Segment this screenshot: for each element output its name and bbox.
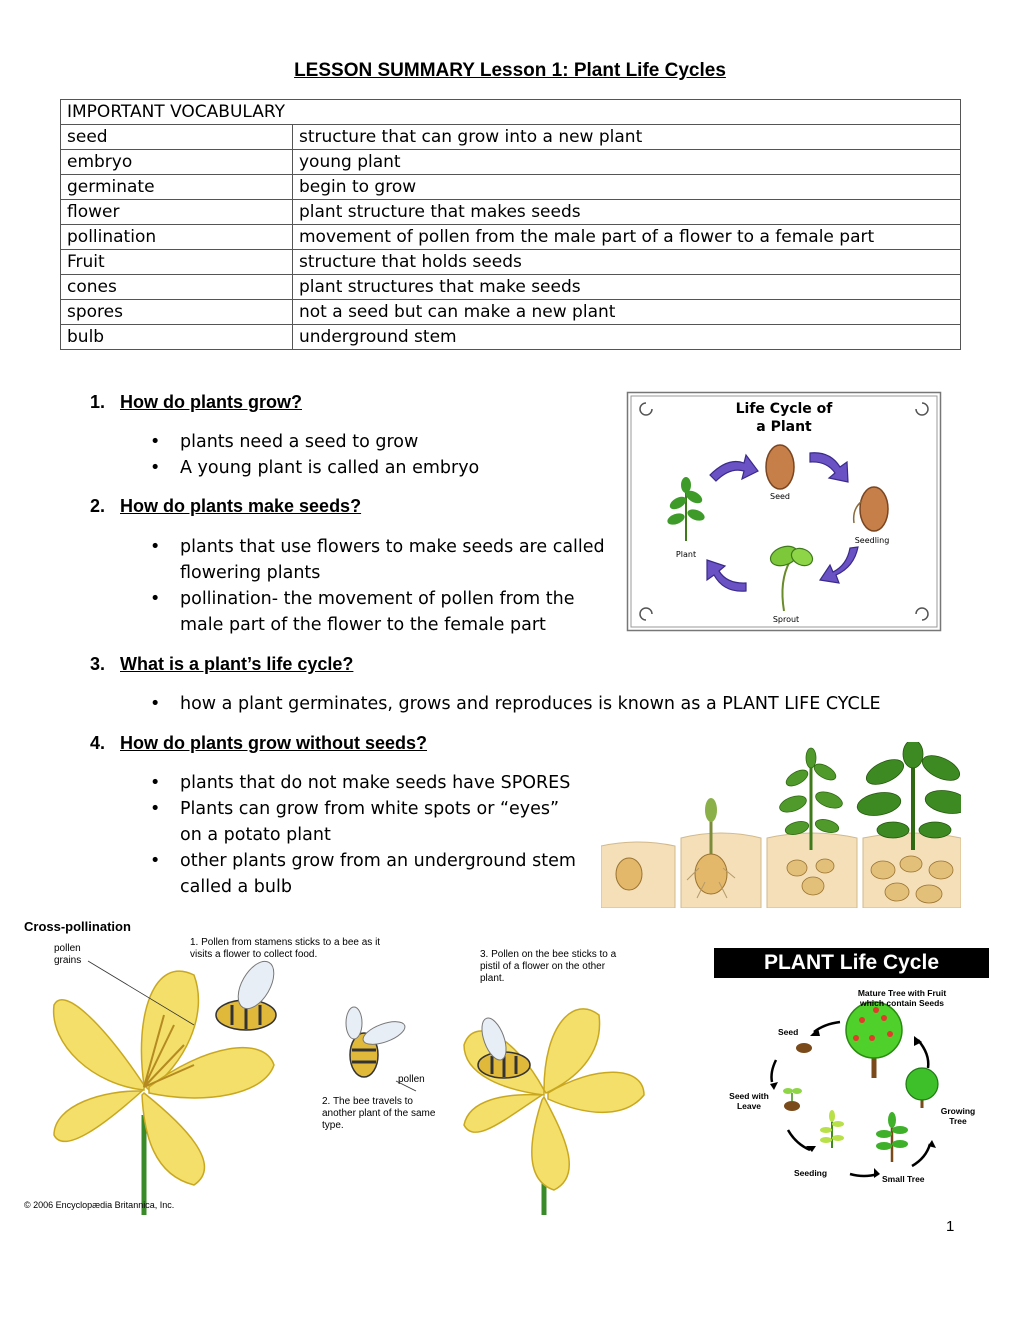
vocab-term: spores <box>61 300 293 325</box>
question-text: How do plants make seeds? <box>120 496 362 516</box>
question-heading <box>90 392 302 413</box>
question-number: 2. <box>90 496 106 516</box>
vocab-definition: structure that can grow into a new plant <box>293 125 961 150</box>
table-row <box>61 325 961 350</box>
life-cycle-figure <box>626 391 942 632</box>
vocab-term: pollination <box>61 225 293 250</box>
list-item <box>150 796 575 848</box>
vocab-term: seed <box>61 125 293 150</box>
question-heading <box>90 496 361 517</box>
vocab-term: bulb <box>61 325 293 350</box>
label-seedling: Seedling <box>854 536 890 545</box>
list-item <box>150 455 610 481</box>
bullet: • <box>150 432 161 452</box>
bullet-text: other plants grow from an underground stem called a bulb <box>180 851 576 897</box>
seed-icon <box>766 445 794 489</box>
label-seed: Seed <box>778 1027 799 1037</box>
label-mature-tree: Mature Tree with Fruit which contain Seeds <box>857 988 947 1008</box>
bullet: • <box>150 537 161 557</box>
copyright: © 2006 Encyclopædia Britannica, Inc. <box>24 1200 175 1210</box>
figure-title-line1: Life Cycle of <box>735 401 833 417</box>
vocab-term: embryo <box>61 150 293 175</box>
list-item <box>150 848 590 900</box>
list-item <box>150 534 618 586</box>
vocab-definition: plant structure that makes seeds <box>293 200 961 225</box>
figure-title-line2: a Plant <box>756 419 812 435</box>
label-seed: Seed <box>770 492 790 501</box>
question-number: 1. <box>90 392 106 412</box>
bullet: • <box>150 799 161 819</box>
label-growing-tree: Growing Tree <box>940 1106 976 1126</box>
flower-petal <box>54 1000 144 1090</box>
caption-step-1: 1. Pollen from stamens sticks to a bee as it visits a flower to collect food. <box>190 937 381 960</box>
list-item <box>150 770 600 796</box>
vocabulary-table <box>60 99 961 350</box>
vocab-term: Fruit <box>61 250 293 275</box>
caption-step-3: 3. Pollen on the bee sticks to a pistil of a flower on the other plant. <box>480 949 617 984</box>
vocab-definition: plant structures that make seeds <box>293 275 961 300</box>
label-plant: Plant <box>675 550 697 559</box>
bullet: • <box>150 773 161 793</box>
list-item <box>150 429 610 455</box>
vocab-definition: begin to grow <box>293 175 961 200</box>
question-number: 4. <box>90 733 106 753</box>
vocab-definition: underground stem <box>293 325 961 350</box>
potato-icon <box>616 858 642 890</box>
bullet: • <box>150 589 161 609</box>
list-item <box>150 691 960 717</box>
vocab-term: cones <box>61 275 293 300</box>
vocabulary-header: IMPORTANT VOCABULARY <box>61 100 961 125</box>
caption-pollen: pollen <box>398 1074 425 1085</box>
label-seeding: Seeding <box>794 1168 828 1178</box>
table-row <box>61 250 961 275</box>
bullet: • <box>150 458 161 478</box>
seed-icon <box>796 1043 812 1053</box>
question-text: How do plants grow? <box>120 392 302 412</box>
caption-step-2: 2. The bee travels to another plant of the same type. <box>322 1096 436 1131</box>
table-row <box>61 300 961 325</box>
figure-title: Cross-pollination <box>24 919 131 934</box>
bullet: • <box>150 851 161 871</box>
list-item <box>150 586 590 638</box>
table-row <box>61 175 961 200</box>
bullet: • <box>150 694 161 714</box>
bullet-text: plants that use flowers to make seeds are called flowering plants <box>180 537 605 583</box>
table-row <box>61 225 961 250</box>
vocab-definition: young plant <box>293 150 961 175</box>
bullet-text: Plants can grow from white spots or “eyes” on a potato plant <box>180 799 560 845</box>
vocab-term: germinate <box>61 175 293 200</box>
bullet-text: plants that do not make seeds have SPORES <box>180 773 571 793</box>
table-row <box>61 125 961 150</box>
vocab-definition: not a seed but can make a new plant <box>293 300 961 325</box>
label-sprout: Sprout <box>772 615 800 624</box>
potato-growth-figure <box>601 742 961 908</box>
bullet-text: pollination- the movement of pollen from the male part of the flower to the female part <box>180 589 575 635</box>
label-small-tree: Small Tree <box>882 1174 925 1184</box>
bullet-text: A young plant is called an embryo <box>180 458 480 478</box>
bullet-text: plants need a seed to grow <box>180 432 419 452</box>
caption-pollen-grains: pollen grains <box>54 943 82 966</box>
cross-pollination-figure <box>24 915 664 1215</box>
table-header-row <box>61 100 961 125</box>
question-number: 3. <box>90 654 106 674</box>
page-title: LESSON SUMMARY Lesson 1: Plant Life Cycles <box>294 60 726 81</box>
leaf-icon <box>784 767 811 789</box>
question-text: What is a plant’s life cycle? <box>120 654 354 674</box>
vocab-term: flower <box>61 200 293 225</box>
page-number: 1 <box>946 1218 955 1235</box>
sprout-icon <box>705 798 717 822</box>
question-heading <box>90 654 353 675</box>
leaf-icon <box>863 754 908 789</box>
plant-life-cycle-figure <box>714 948 989 1188</box>
seedling-icon <box>860 487 888 531</box>
vocab-definition: movement of pollen from the male part of a flower to a female part <box>293 225 961 250</box>
table-row <box>61 275 961 300</box>
table-row <box>61 150 961 175</box>
label-seed-with-leave: Seed with Leave <box>729 1091 769 1111</box>
question-heading <box>90 733 427 754</box>
vocab-definition: structure that holds seeds <box>293 250 961 275</box>
bullet-text: how a plant germinates, grows and reproduces is known as a PLANT LIFE CYCLE <box>180 694 881 714</box>
question-text: How do plants grow without seeds? <box>120 733 428 753</box>
table-row <box>61 200 961 225</box>
banner-title: PLANT Life Cycle <box>763 951 940 974</box>
